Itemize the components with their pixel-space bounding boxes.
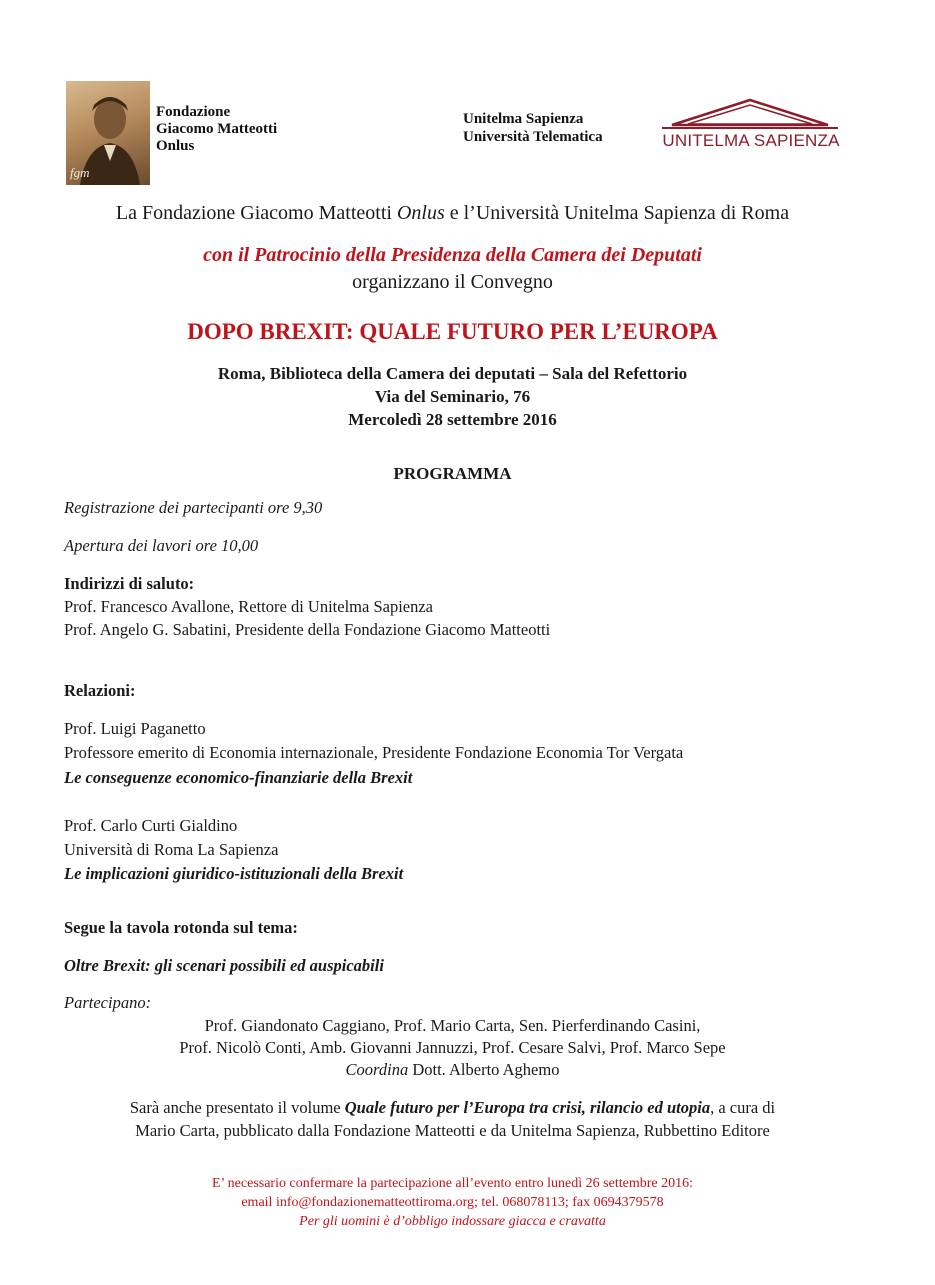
coordina-name: Dott. Alberto Aghemo xyxy=(408,1060,560,1079)
book-line xyxy=(0,1097,905,1120)
coordina-line xyxy=(0,1059,905,1082)
speaker-name: Prof. Carlo Curti Gialdino xyxy=(64,816,238,835)
coordina-label: Coordina xyxy=(345,1060,409,1079)
unitelma-line1: Unitelma Sapienza xyxy=(463,111,584,127)
intro-part1: La Fondazione Giacomo Matteotti xyxy=(115,202,397,224)
talk-title: Le implicazioni giuridico-istituzionali della Brexit xyxy=(64,864,404,883)
book-title: Quale futuro per l’Europa tra crisi, rilancio ed utopia xyxy=(344,1098,711,1117)
talk-title: Le conseguenze economico-finanziarie della Brexit xyxy=(64,768,413,787)
dresscode-line: Per gli uomini è d’obbligo indossare giacca e cravatta xyxy=(299,1214,606,1229)
fgm-name-line2: Giacomo Matteotti xyxy=(156,121,278,137)
speaker-role: Università di Roma La Sapienza xyxy=(64,840,279,859)
patronage-line: con il Patrocinio della Presidenza della Camera dei Deputati xyxy=(203,244,702,266)
event-venue: Roma, Biblioteca della Camera dei deputati – Sala del Refettorio xyxy=(217,364,688,383)
book-part1: Sarà anche presentato il volume xyxy=(129,1098,345,1117)
book-part2: , a cura di xyxy=(710,1098,776,1117)
fgm-name-line3: Onlus xyxy=(156,138,195,154)
greetings-heading: Indirizzi di saluto: xyxy=(64,574,195,593)
speaker-name: Prof. Luigi Paganetto xyxy=(64,719,206,738)
unitelma-line2: Università Telematica xyxy=(463,129,603,145)
greeting-item: Prof. Angelo G. Sabatini, Presidente della Fondazione Giacomo Matteotti xyxy=(64,620,551,639)
registration-line: Registrazione dei partecipanti ore 9,30 xyxy=(64,498,323,517)
participants-label: Partecipano: xyxy=(64,993,152,1012)
greeting-item: Prof. Francesco Avallone, Rettore di Unitelma Sapienza xyxy=(64,597,434,616)
rsvp-line: E’ necessario confermare la partecipazione all’evento entro lunedì 26 settembre 2016: xyxy=(212,1176,693,1191)
programma-heading: PROGRAMMA xyxy=(393,464,512,483)
intro-part3: e l’Università Unitelma Sapienza di Roma xyxy=(444,202,790,224)
book-line2: Mario Carta, pubblicato dalla Fondazione Matteotti e da Unitelma Sapienza, Rubbettino Editore xyxy=(135,1121,770,1140)
participants-line: Prof. Giandonato Caggiano, Prof. Mario Carta, Sen. Pierferdinando Casini, xyxy=(204,1016,701,1035)
fgm-monogram: fgm xyxy=(70,165,90,180)
event-address: Via del Seminario, 76 xyxy=(374,387,531,406)
contact-line: email info@fondazionematteottiroma.org; tel. 068078113; fax 0694379578 xyxy=(241,1195,664,1210)
relazioni-heading: Relazioni: xyxy=(64,681,136,700)
opening-line: Apertura dei lavori ore 10,00 xyxy=(64,536,259,555)
roundtable-heading: Segue la tavola rotonda sul tema: xyxy=(64,918,298,937)
fgm-name-line1: Fondazione xyxy=(156,104,231,120)
event-title: DOPO BREXIT: QUALE FUTURO PER L’EUROPA xyxy=(187,319,718,344)
fgm-name xyxy=(156,104,336,155)
speaker-role: Professore emerito di Economia internazionale, Presidente Fondazione Economia Tor Vergata xyxy=(64,743,684,762)
participants-line: Prof. Nicolò Conti, Amb. Giovanni Jannuzzi, Prof. Cesare Salvi, Prof. Marco Sepe xyxy=(179,1038,726,1057)
intro-line xyxy=(0,201,905,225)
organize-line: organizzano il Convegno xyxy=(352,271,553,293)
intro-onlus: Onlus xyxy=(396,202,445,224)
event-date: Mercoledì 28 settembre 2016 xyxy=(348,410,557,429)
unitelma-logo-word: UNITELMA SAPIENZA xyxy=(662,131,840,150)
roundtable-title: Oltre Brexit: gli scenari possibili ed auspicabili xyxy=(64,956,384,975)
unitelma-name xyxy=(463,110,603,146)
